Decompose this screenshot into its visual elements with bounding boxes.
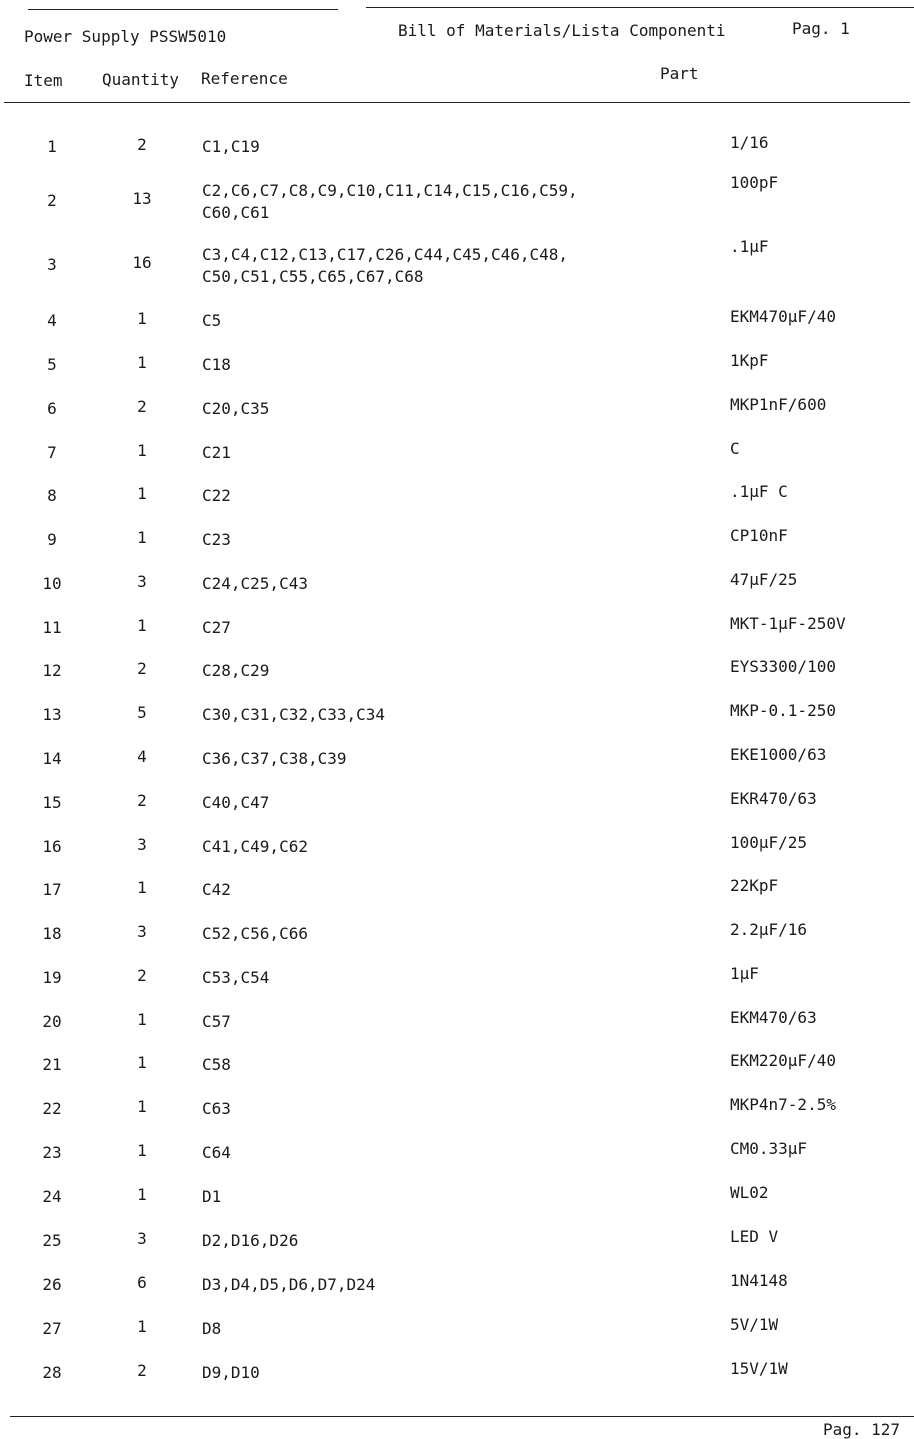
item-number: 5 (47, 355, 57, 374)
quantity: 1 (137, 1053, 147, 1072)
table-row (0, 307, 914, 330)
reference-line: C50,C51,C55,C65,C67,C68 (202, 267, 424, 286)
reference-line: C2,C6,C7,C8,C9,C10,C11,C14,C15,C16,C59, (202, 181, 578, 200)
reference-line: C30,C31,C32,C33,C34 (202, 705, 386, 724)
quantity: 1 (137, 1010, 147, 1029)
reference-line: C5 (202, 311, 222, 330)
table-row (0, 1139, 914, 1162)
reference (202, 748, 347, 770)
reference-line: D9,D10 (202, 1363, 260, 1382)
part-value: 2.2µF/16 (730, 920, 808, 939)
item-number: 27 (42, 1319, 62, 1338)
reference (202, 1011, 231, 1033)
reference-line: C21 (202, 443, 231, 462)
item-number: 10 (42, 574, 62, 593)
reference-line: C64 (202, 1143, 231, 1162)
table-row (0, 657, 914, 680)
item-number: 15 (42, 793, 62, 812)
reference-line: C60,C61 (202, 203, 270, 222)
table-row (0, 789, 914, 812)
table-row (0, 173, 914, 222)
reference (202, 398, 269, 420)
part-value: 100µF/25 (730, 833, 808, 852)
table-row (0, 964, 914, 987)
part-value: CP10nF (730, 526, 788, 545)
reference (202, 792, 269, 814)
part-value: MKP1nF/600 (730, 395, 827, 414)
reference-line: C42 (202, 880, 231, 899)
reference-line: D8 (202, 1319, 222, 1338)
reference (202, 879, 231, 901)
reference (202, 180, 578, 224)
top-rule-right (366, 7, 914, 8)
reference (202, 1274, 375, 1296)
part-value: EKM470µF/40 (730, 307, 836, 326)
reference-line: C23 (202, 530, 231, 549)
quantity: 1 (137, 441, 147, 460)
item-number: 19 (42, 968, 62, 987)
part-value: MKP4n7-2.5% (730, 1095, 836, 1114)
part-value: .1µF (730, 237, 769, 256)
reference-line: C40,C47 (202, 793, 270, 812)
item-number: 13 (42, 705, 62, 724)
table-row (0, 701, 914, 724)
item-number: 25 (42, 1231, 62, 1250)
reference-line: D2,D16,D26 (202, 1231, 299, 1250)
reference-line: D1 (202, 1187, 222, 1206)
item-number: 7 (47, 443, 57, 462)
part-value: 1KpF (730, 351, 769, 370)
table-row (0, 1183, 914, 1206)
quantity: 1 (137, 878, 147, 897)
item-number: 20 (42, 1012, 62, 1031)
part-value: EKR470/63 (730, 789, 817, 808)
item-number: 24 (42, 1187, 62, 1206)
quantity: 16 (132, 253, 152, 272)
part-value: C (730, 439, 740, 458)
reference (202, 485, 231, 507)
quantity: 2 (137, 966, 147, 985)
item-number: 4 (47, 311, 57, 330)
reference-line: C27 (202, 618, 231, 637)
reference (202, 442, 231, 464)
part-value: 100pF (730, 173, 779, 192)
quantity: 3 (137, 1229, 147, 1248)
table-row (0, 1271, 914, 1294)
quantity: 1 (137, 616, 147, 635)
item-number: 21 (42, 1055, 62, 1074)
part-value: 1µF (730, 964, 759, 983)
quantity: 3 (137, 835, 147, 854)
quantity: 6 (137, 1273, 147, 1292)
table-row (0, 395, 914, 418)
header-page-number: Pag. 1 (792, 19, 850, 38)
reference-line: C18 (202, 355, 231, 374)
footer-page-number: Pag. 127 (822, 1420, 900, 1439)
reference (202, 617, 231, 639)
item-number: 9 (47, 530, 57, 549)
reference (202, 1142, 231, 1164)
reference-line: C22 (202, 486, 231, 505)
header-rule (4, 102, 910, 103)
reference-line: C63 (202, 1099, 231, 1118)
table-row (0, 833, 914, 856)
quantity: 1 (137, 1097, 147, 1116)
item-number: 23 (42, 1143, 62, 1162)
item-number: 3 (47, 255, 57, 274)
part-value: 22KpF (730, 876, 779, 895)
top-rule-left (28, 9, 338, 10)
reference (202, 704, 385, 726)
part-value: 5V/1W (730, 1315, 779, 1334)
quantity: 1 (137, 1141, 147, 1160)
table-row (0, 1008, 914, 1031)
part-value: 47µF/25 (730, 570, 798, 589)
quantity: 1 (137, 1317, 147, 1336)
part-value: 1/16 (730, 133, 769, 152)
part-value: EYS3300/100 (730, 657, 836, 676)
reference-line: C24,C25,C43 (202, 574, 308, 593)
part-value: MKP-0.1-250 (730, 701, 836, 720)
part-value: EKM220µF/40 (730, 1051, 836, 1070)
document-title: Power Supply PSSW5010 (24, 27, 227, 46)
part-value: CM0.33µF (730, 1139, 808, 1158)
reference (202, 310, 221, 332)
quantity: 1 (137, 528, 147, 547)
table-row (0, 1095, 914, 1118)
quantity: 2 (137, 659, 147, 678)
reference (202, 923, 308, 945)
reference (202, 354, 231, 376)
reference (202, 1186, 221, 1208)
quantity: 1 (137, 353, 147, 372)
reference (202, 967, 269, 989)
reference (202, 1318, 221, 1340)
quantity: 2 (137, 791, 147, 810)
quantity: 1 (137, 309, 147, 328)
reference (202, 1054, 231, 1076)
quantity: 13 (132, 189, 152, 208)
item-number: 26 (42, 1275, 62, 1294)
item-number: 28 (42, 1363, 62, 1382)
table-row (0, 570, 914, 593)
reference (202, 244, 568, 288)
table-row (0, 614, 914, 637)
reference (202, 136, 260, 158)
column-header-quantity: Quantity (102, 70, 180, 89)
reference-line: C41,C49,C62 (202, 837, 308, 856)
reference-line: C20,C35 (202, 399, 270, 418)
part-value: EKM470/63 (730, 1008, 817, 1027)
quantity: 3 (137, 922, 147, 941)
table-row (0, 1359, 914, 1382)
reference (202, 836, 308, 858)
item-number: 1 (47, 137, 57, 156)
reference (202, 573, 308, 595)
reference-line: C57 (202, 1012, 231, 1031)
reference (202, 529, 231, 551)
item-number: 6 (47, 399, 57, 418)
quantity: 3 (137, 572, 147, 591)
item-number: 22 (42, 1099, 62, 1118)
column-header-part: Part (660, 64, 699, 83)
table-row (0, 1315, 914, 1338)
item-number: 8 (47, 486, 57, 505)
item-number: 16 (42, 837, 62, 856)
table-row (0, 876, 914, 899)
bom-title: Bill of Materials/Lista Componenti (398, 21, 726, 40)
reference (202, 660, 269, 682)
item-number: 18 (42, 924, 62, 943)
reference-line: C3,C4,C12,C13,C17,C26,C44,C45,C46,C48, (202, 245, 569, 264)
column-header-reference: Reference (201, 69, 288, 88)
reference (202, 1230, 298, 1252)
table-row (0, 745, 914, 768)
table-row (0, 133, 914, 156)
table-row (0, 482, 914, 505)
table-row (0, 1051, 914, 1074)
reference-line: C58 (202, 1055, 231, 1074)
table-row (0, 439, 914, 462)
table-row (0, 1227, 914, 1250)
reference-line: D3,D4,D5,D6,D7,D24 (202, 1275, 376, 1294)
quantity: 1 (137, 484, 147, 503)
reference (202, 1362, 260, 1384)
reference-line: C52,C56,C66 (202, 924, 308, 943)
part-value: WL02 (730, 1183, 769, 1202)
quantity: 4 (137, 747, 147, 766)
reference-line: C36,C37,C38,C39 (202, 749, 347, 768)
part-value: .1µF C (730, 482, 788, 501)
reference-line: C53,C54 (202, 968, 270, 987)
quantity: 2 (137, 1361, 147, 1380)
table-row (0, 237, 914, 286)
table-row (0, 526, 914, 549)
item-number: 14 (42, 749, 62, 768)
quantity: 2 (137, 397, 147, 416)
reference-line: C28,C29 (202, 661, 270, 680)
quantity: 5 (137, 703, 147, 722)
part-value: EKE1000/63 (730, 745, 827, 764)
table-row (0, 351, 914, 374)
item-number: 2 (47, 191, 57, 210)
quantity: 1 (137, 1185, 147, 1204)
table-row (0, 920, 914, 943)
part-value: MKT-1µF-250V (730, 614, 846, 633)
part-value: 1N4148 (730, 1271, 788, 1290)
item-number: 17 (42, 880, 62, 899)
quantity: 2 (137, 135, 147, 154)
footer-rule (10, 1416, 914, 1417)
part-value: 15V/1W (730, 1359, 788, 1378)
reference (202, 1098, 231, 1120)
reference-line: C1,C19 (202, 137, 260, 156)
item-number: 11 (42, 618, 62, 637)
column-header-item: Item (24, 71, 63, 90)
part-value: LED V (730, 1227, 779, 1246)
item-number: 12 (42, 661, 62, 680)
